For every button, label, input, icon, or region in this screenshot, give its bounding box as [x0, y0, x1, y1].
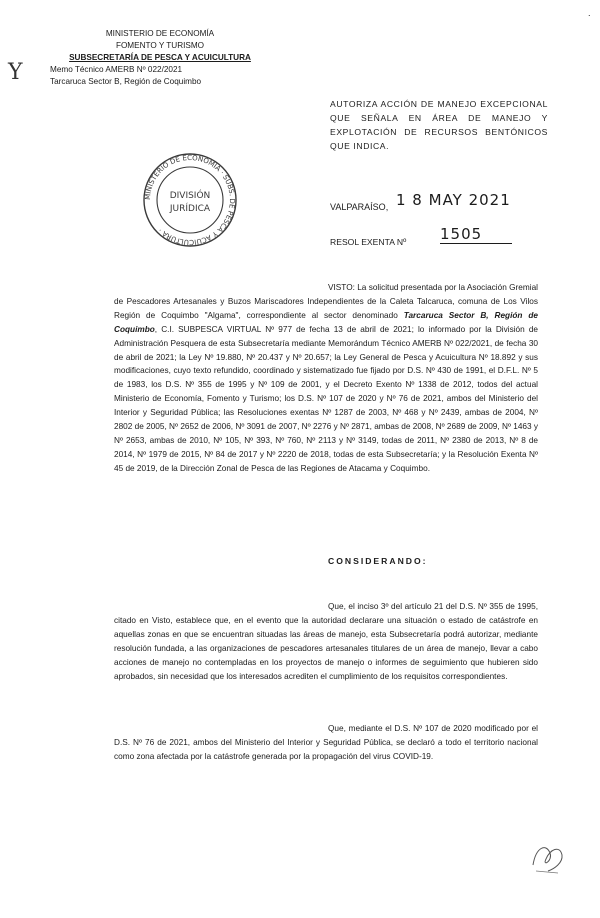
- stamp-ring-text: MINISTERIO DE ECONOMÍA · SUBS. DE PESCA Y ACUICULTURA ·: [143, 153, 237, 247]
- initials-scribble: [528, 835, 568, 882]
- visto-sector-name: Tarcaruca Sector B, Región de Coquimbo: [114, 310, 538, 334]
- memo-reference: Memo Técnico AMERB Nº 022/2021: [50, 65, 183, 74]
- resolution-label: RESOL EXENTA Nº: [330, 237, 407, 247]
- visto-text-1: La solicitud presentada por la Asociación Gremial de Pescadores Artesanales y Buzos Mariscadores Independientes de la Caleta Talcaruca, comuna de Los Vilos Región de Coquimbo "Algama", correspondiente al sector denominado: [114, 283, 538, 320]
- ministry-line: MINISTERIO DE ECONOMÍA: [105, 29, 215, 38]
- date-stamp: 1 8 MAY 2021: [396, 191, 511, 209]
- handwritten-margin-mark: Y: [8, 60, 23, 85]
- stamp-line-2: JURÍDICA: [169, 204, 211, 214]
- visto-label: VISTO:: [328, 283, 355, 292]
- stamp-line-1: DIVISIÓN: [169, 191, 211, 201]
- considerando-paragraph-2: Que, mediante el D.S. Nº 107 de 2020 modificado por el D.S. Nº 76 de 2021, ambos del Ministerio del Interior y Seguridad Pública, se declaró a todo el territorio nacional como zona afectada por la catástrofe generada por la propagación del virus COVID-19.: [114, 724, 538, 761]
- ministry-line-2: FOMENTO Y TURISMO: [115, 41, 205, 50]
- letterhead: [40, 28, 280, 88]
- considerando-heading: CONSIDERANDO:: [328, 556, 428, 566]
- division-juridica-stamp: [140, 150, 240, 255]
- considerando-paragraph-1: Que, el inciso 3º del artículo 21 del D.S. Nº 355 de 1995, citado en Visto, establece que, en el evento que la autoridad declarare una situación o estado de catástrofe en aquellas zonas en que se encuentran situadas las áreas de manejo, esta Subsecretaría podrá autorizar, mediante resolución fundada, a las organizaciones de pescadores artesanales titulares de un área de manejo, llevar a cabo acciones de manejo no contempladas en los proyectos de manejo o informes de seguimiento que hubieren sido aprobados, sin necesidad que los interesados acrediten el cumplimiento de los requisitos correspondientes.: [114, 602, 538, 681]
- resolution-title: AUTORIZA ACCIÓN DE MANEJO EXCEPCIONAL QUE SEÑALA EN ÁREA DE MANEJO Y EXPLOTACIÓN DE RECURSOS BENTÓNICOS QUE INDICA.: [330, 99, 548, 151]
- page-corner-mark: .: [588, 8, 591, 18]
- subsecretaria-line: SUBSECRETARÍA DE PESCA Y ACUICULTURA: [69, 53, 251, 62]
- visto-paragraph: [114, 281, 538, 476]
- resolution-number: 1505: [440, 225, 512, 244]
- sector-reference: Tarcaruca Sector B, Región de Coquimbo: [50, 77, 202, 86]
- visto-text-2: , C.I. SUBPESCA VIRTUAL Nº 977 de fecha 13 de abril de 2021; lo informado por la División de Administración Pesquera de esta Subsecretaría mediante Memorándum Técnico AMERB Nº 022/2021, de fecha 30 de abril de 2021; la Ley Nº 19.880, Nº 20.437 y Nº 20.657; la Ley General de Pesca y Acuicultura Nº 18.892 y sus modificaciones, cuyo texto refundido, coordinado y sistematizado fue fijado por D.S. Nº 430 de 1991, el D.F.L. Nº 5 de 1983, los D.S. Nº 355 de 1995 y Nº 109 de 2001, y el Decreto Exento Nº 1338 de 2012, todos del actual Ministerio de Economía, Fomento y Turismo; los D.S. Nº 107 de 2020 y Nº 76 de 2021, ambos del Ministerio del Interior y Seguridad Pública; las Resoluciones exentas Nº 1287 de 2003, Nº 468 y Nº 2439, ambas de 2004, Nº 2802 de 2005, Nº 2652 de 2006, Nº 3091 de 2007, Nº 2276 y Nº 2871, ambas de 2008, Nº 2689 de 2009, Nº 1463 y Nº 2653, ambas de 2010, Nº 105, Nº 393, Nº 760, Nº 2113 y Nº 3149, todas de 2011, Nº 2380 de 2013, Nº 8 de 2014, Nº 1979 de 2015, Nº 84 de 2017 y Nº 2220 de 2018, todas de esta Subsecretaría; y la Resolución Exenta Nº 45 de 2019, de la Dirección Zonal de Pesca de las Regiones de Atacama y Coquimbo.: [114, 324, 539, 473]
- place-label: VALPARAÍSO,: [330, 202, 389, 212]
